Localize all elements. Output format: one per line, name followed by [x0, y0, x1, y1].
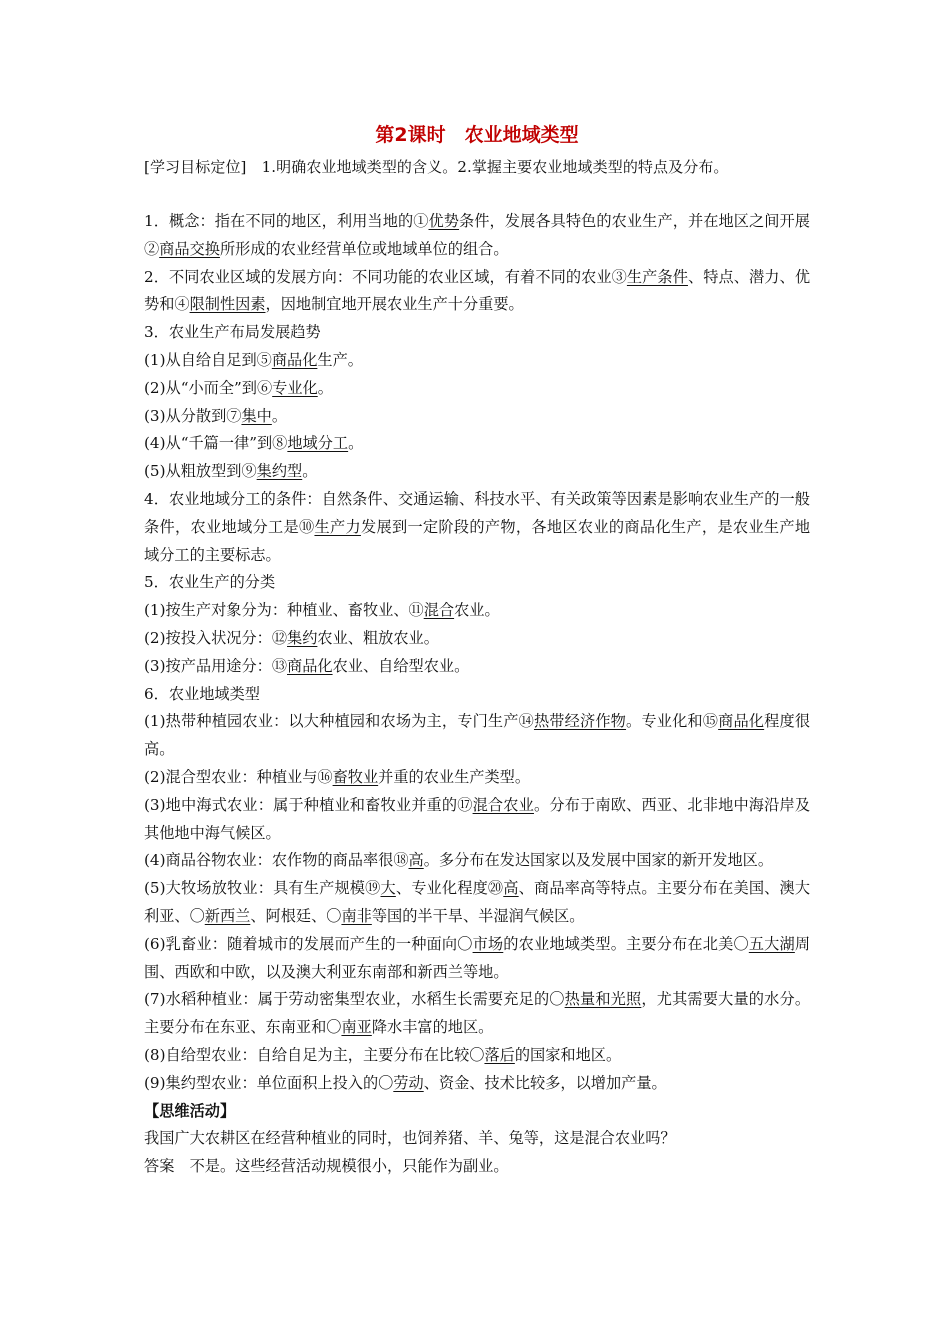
answer-blank: 生产条件	[626, 267, 688, 286]
list-item: (6)乳畜业：随着城市的发展而产生的一种面向〇市场的农业地域类型。主要分布在北美〇五大湖周围、西欧和中欧，以及澳大利亚东南部和新西兰等地。	[144, 934, 811, 981]
list-item: (8)自给型农业：自给自足为主，主要分布在比较〇落后的国家和地区。	[144, 1045, 622, 1064]
list-item: (4)从“千篇一律”到⑧地域分工。	[144, 434, 364, 453]
answer-blank: 商品交换	[159, 239, 220, 258]
activity-question: 我国广大农耕区在经营种植业的同时，也饲养猪、羊、兔等，这是混合农业吗？	[144, 1129, 676, 1148]
answer-blank: 大	[380, 879, 396, 898]
answer-blank: 地域分工	[287, 434, 349, 453]
list-item: (9)集约型农业：单位面积上投入的〇劳动、资金、技术比较多，以增加产量。	[144, 1073, 667, 1092]
list-item: (1)按生产对象分为：种植业、畜牧业、⑪混合农业。	[144, 601, 500, 620]
list-item: (5)大牧场放牧业：具有生产规模⑲大、专业化程度⑳高、商品率高等特点。主要分布在美国、澳大利亚、〇新西兰、阿根廷、〇南非等国的半干旱、半湿润气候区。	[144, 879, 811, 925]
answer-blank: 高	[408, 851, 424, 870]
activity-answer: 答案 不是。这些经营活动规模很小，只能作为副业。	[144, 1157, 509, 1176]
content-body	[144, 208, 810, 1181]
list-item: (3)地中海式农业：属于种植业和畜牧业并重的⑰混合农业。分布于南欧、西亚、北非地中海沿岸及其他地中海气候区。	[144, 795, 811, 842]
answer-blank: 优势	[428, 212, 460, 230]
answer-blank: 专业化	[272, 378, 318, 397]
lesson-title: 第2课时 农业地域类型	[375, 124, 579, 146]
answer-blank: 限制性因素	[189, 295, 266, 314]
answer-blank: 高	[503, 879, 519, 898]
activity-heading: 【思维活动】	[144, 1101, 236, 1120]
answer-blank: 南非	[341, 906, 372, 925]
list-item: (2)按投入状况分：⑫集约农业、粗放农业。	[144, 628, 439, 647]
section-heading-trend: 3．农业生产布局发展趋势	[144, 323, 321, 342]
answer-blank: 集中	[241, 406, 272, 425]
answer-blank: 南亚	[341, 1018, 372, 1037]
section-heading-types: 6．农业地域类型	[144, 684, 260, 703]
document-page	[144, 118, 810, 1181]
paragraph-concept: 1．概念：指在不同的地区，利用当地的①优势条件，发展各具特色的农业生产，并在地区之间开展②商品交换所形成的农业经营单位或地域单位的组合。	[144, 212, 810, 258]
answer-blank: 商品化	[718, 712, 765, 731]
answer-blank: 落后	[484, 1045, 515, 1064]
answer-blank: 市场	[472, 934, 504, 953]
answer-blank: 集约	[287, 628, 318, 647]
list-item: (7)水稻种植业：属于劳动密集型农业，水稻生长需要充足的〇热量和光照，尤其需要大量的水分。主要分布在东亚、东南亚和〇南亚降水丰富的地区。	[144, 990, 811, 1037]
answer-blank: 热带经济作物	[533, 712, 627, 731]
answer-blank: 商品化	[271, 350, 318, 369]
paragraph-direction: 2．不同农业区域的发展方向：不同功能的农业区域，有着不同的农业③生产条件、特点、潜力、优势和④限制性因素，因地制宜地开展农业生产十分重要。	[144, 267, 811, 314]
answer-blank: 畜牧业	[332, 767, 379, 786]
answer-blank: 五大湖	[748, 934, 795, 953]
answer-blank: 集约型	[256, 462, 303, 481]
list-item: (3)从分散到⑦集中。	[144, 406, 288, 425]
answer-blank: 新西兰	[204, 906, 251, 925]
list-item: (2)混合型农业：种植业与⑯畜牧业并重的农业生产类型。	[144, 767, 531, 786]
paragraph-division-conditions: 4．农业地域分工的条件：自然条件、交通运输、科技水平、有关政策等因素是影响农业生产的一般条件，农业地域分工是⑩生产力发展到一定阶段的产物，各地区农业的商品化生产，是农业生产地域分工的主要标志。	[144, 489, 811, 564]
list-item: (4)商品谷物农业：农作物的商品率很⑱高。多分布在发达国家以及发展中国家的新开发地区。	[144, 851, 774, 870]
list-item: (5)从粗放型到⑨集约型。	[144, 462, 318, 481]
answer-blank: 热量和光照	[564, 990, 642, 1009]
answer-blank: 生产力	[314, 517, 361, 536]
answer-blank: 劳动	[393, 1073, 424, 1092]
section-heading-classification: 5．农业生产的分类	[144, 573, 276, 592]
spacer	[144, 180, 810, 208]
answer-blank: 商品化	[287, 656, 333, 675]
list-item: (1)热带种植园农业：以大种植园和农场为主，专门生产⑭热带经济作物。专业化和⑮商品化程度很高。	[144, 712, 811, 759]
list-item: (1)从自给自足到⑤商品化生产。	[144, 350, 363, 369]
answer-blank: 混合农业	[472, 795, 534, 814]
learning-target: [学习目标定位] 1.明确农业地域类型的含义。2.掌握主要农业地域类型的特点及分布。	[144, 158, 729, 176]
answer-blank: 混合	[423, 601, 455, 620]
list-item: (2)从“小而全”到⑥专业化。	[144, 378, 333, 397]
list-item: (3)按产品用途分：⑬商品化农业、自给型农业。	[144, 656, 470, 675]
